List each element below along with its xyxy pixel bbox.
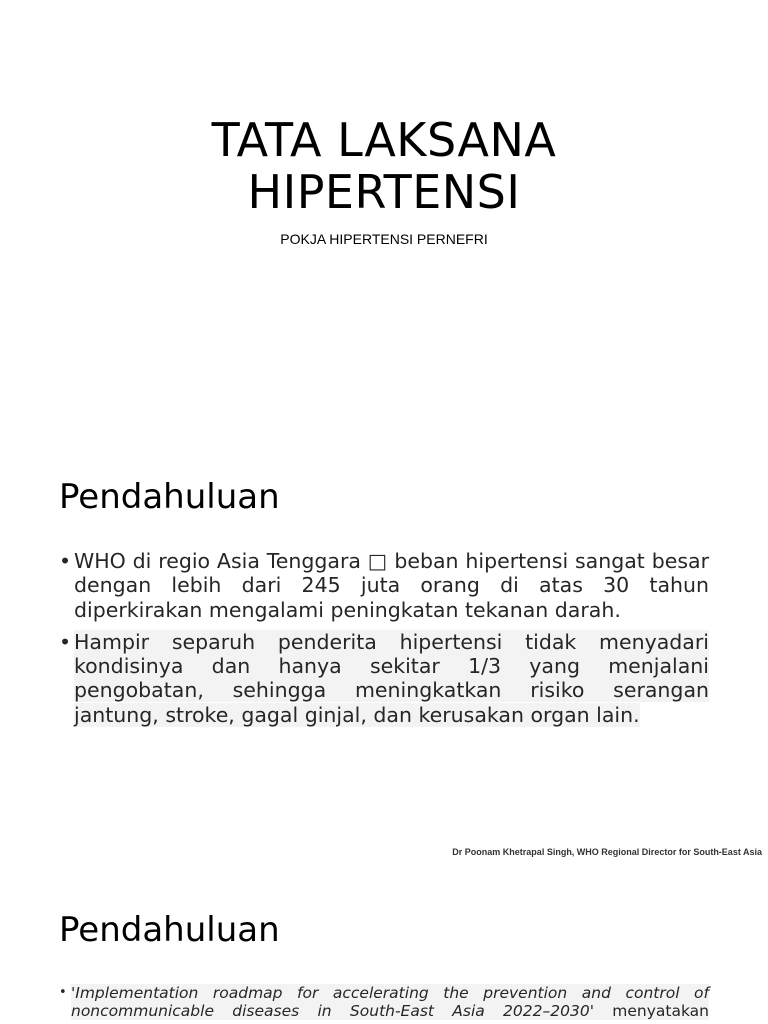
bullet-continuation: menyatakan (593, 1002, 709, 1020)
bullet-text: Hampir separuh penderita hipertensi tidak menyadari kondisinya dan hanya sekitar 1/3 yang menjalani pengobatan, sehingga meningkatkan risiko serangan jantung, stroke, gagal ginjal, dan kerusakan organ lain. (74, 629, 709, 727)
bullet-item (59, 630, 709, 727)
slide-heading: Pendahuluan (59, 910, 280, 950)
intro-slide (0, 434, 768, 870)
title-line-2: HIPERTENSI (247, 165, 521, 219)
bullet-list (59, 549, 709, 735)
bullet-item (59, 549, 709, 622)
roadmap-quote: 'Implementation roadmap for accelerating the prevention and control of noncommunicable diseases in South-East Asia 2022–2030' (71, 984, 709, 1020)
presentation-subtitle: POKJA HIPERTENSI PERNEFRI (280, 231, 488, 247)
title-slide (0, 0, 768, 434)
slide-heading: Pendahuluan (59, 477, 280, 517)
bullet-item (59, 984, 709, 1020)
bullet-dot-icon: • (59, 985, 67, 1000)
bullet-dot-icon: • (59, 549, 72, 573)
source-credit: Dr Poonam Khetrapal Singh, WHO Regional Director for South-East Asia (452, 847, 762, 857)
bullet-list (59, 984, 709, 1020)
bullet-text (71, 984, 709, 1020)
intro-slide-continued (0, 870, 768, 1024)
presentation-title (0, 114, 768, 218)
title-line-1: TATA LAKSANA (211, 113, 557, 167)
bullet-dot-icon: • (59, 629, 72, 654)
bullet-text: WHO di regio Asia Tenggara □ beban hipertensi sangat besar dengan lebih dari 245 juta orang di atas 30 tahun diperkirakan mengalami peningkatan tekanan darah. (74, 549, 709, 622)
